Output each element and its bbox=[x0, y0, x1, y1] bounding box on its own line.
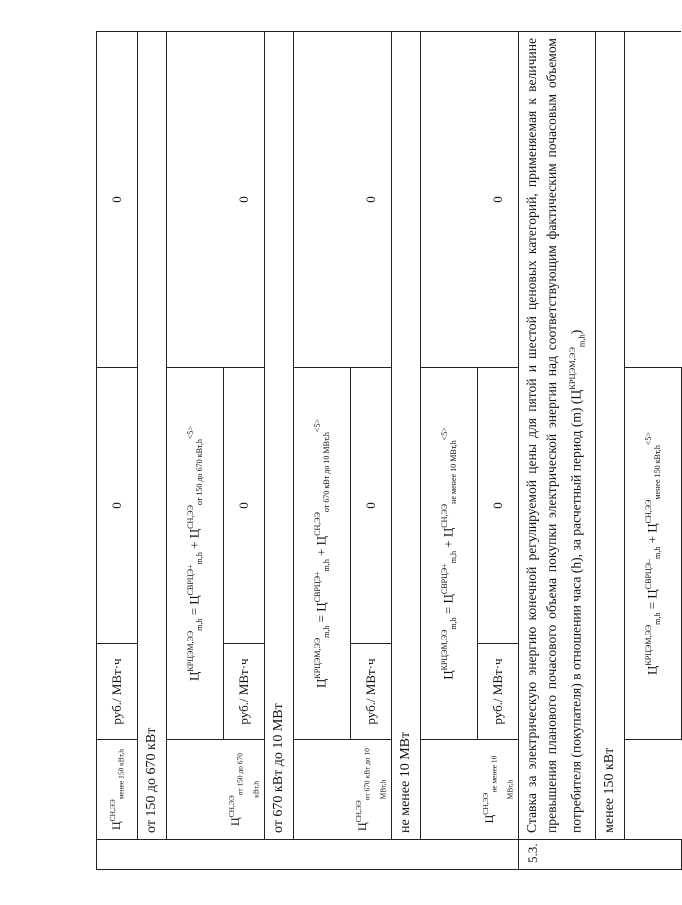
footnote-ref[interactable]: <5> bbox=[186, 426, 196, 440]
item-number: 5.3. bbox=[519, 840, 596, 870]
table-row bbox=[97, 32, 138, 870]
table-row bbox=[351, 32, 392, 870]
value-cell: 0 bbox=[97, 368, 138, 644]
value-cell: 0 bbox=[224, 368, 265, 644]
section-header: от 670 кВт до 10 МВт bbox=[265, 32, 294, 840]
rate-symbol: $Ц^{СН,ЭЭ}_{менее 150 кВт,h}$ bbox=[97, 740, 138, 840]
section-header: не менее 10 МВт bbox=[392, 32, 421, 840]
table-row bbox=[595, 32, 624, 870]
rate-symbol: $Ц^{СН,ЭЭ}_{от 150 до 670 кВт,h}$ bbox=[224, 740, 265, 840]
section-header: от 150 до 670 кВт bbox=[138, 32, 167, 840]
unit-cell: руб./ МВт·ч bbox=[97, 644, 138, 740]
unit-cell: руб./ МВт·ч bbox=[478, 644, 519, 740]
item-description: Ставка за электрическую энергию конечной регулируемой цены для пятой и шестой ценовых категорий, применяемая к величине превышения планового почасового объема покупки электрической энергии над соответствующим фактическим почасовым объемом потребителя (покупателя) в отношении часа (h), за расчетный период (m) $(Ц^{КРЦЭМ,ЭЭ}_{m,h})$ bbox=[519, 32, 596, 840]
table-row bbox=[265, 32, 294, 870]
footnote-ref[interactable]: <5> bbox=[440, 427, 450, 441]
rate-symbol: $Ц^{СН,ЭЭ}_{не менее 10 МВт,h}$ bbox=[478, 740, 519, 840]
value-cell: 0 bbox=[478, 368, 519, 644]
value-cell: 0 bbox=[351, 32, 392, 368]
value-cell: 0 bbox=[97, 32, 138, 368]
section-header: менее 150 кВт bbox=[595, 32, 624, 840]
table-row bbox=[624, 32, 681, 870]
table-row bbox=[478, 32, 519, 870]
tariff-table bbox=[96, 31, 682, 870]
table-row bbox=[392, 32, 421, 870]
value-cell: 0 bbox=[478, 32, 519, 368]
table-row bbox=[421, 32, 478, 870]
table-row bbox=[294, 32, 351, 870]
formula: $Ц^{КРЦЭМ,ЭЭ}_{m,h} = Ц^{СВРЦЭ+}_{m,h} + Ц^{СН,ЭЭ}_{от 150 до 670 кВт,h}^{<5>}$ bbox=[167, 368, 224, 740]
table-row bbox=[138, 32, 167, 870]
unit-cell: руб./ МВт·ч bbox=[351, 644, 392, 740]
formula: $Ц^{КРЦЭМ,ЭЭ}_{m,h} = Ц^{СВРЦЭ-}_{m,h} + Ц^{СН,ЭЭ}_{менее 150 кВт,h}^{<5>}$ bbox=[624, 368, 681, 740]
footnote-ref[interactable]: <5> bbox=[313, 418, 323, 433]
footnote-ref[interactable]: <5> bbox=[643, 432, 653, 446]
formula: $Ц^{КРЦЭМ,ЭЭ}_{m,h} = Ц^{СВРЦЭ+}_{m,h} + Ц^{СН,ЭЭ}_{не менее 10 МВт,h}^{<5>}$ bbox=[421, 368, 478, 740]
formula: $Ц^{КРЦЭМ,ЭЭ}_{m,h} = Ц^{СВРЦЭ+}_{m,h} + Ц^{СН,ЭЭ}_{от 670 кВт до 10 МВт,h}^{<5>}$ bbox=[294, 368, 351, 740]
table-row bbox=[167, 32, 224, 870]
table-row bbox=[224, 32, 265, 870]
value-cell: 0 bbox=[224, 32, 265, 368]
table-row bbox=[519, 32, 596, 870]
value-cell: 0 bbox=[351, 368, 392, 644]
unit-cell: руб./ МВт·ч bbox=[224, 644, 265, 740]
rate-symbol: $Ц^{СН,ЭЭ}_{от 670 кВт до 10 МВт,h}$ bbox=[351, 740, 392, 840]
